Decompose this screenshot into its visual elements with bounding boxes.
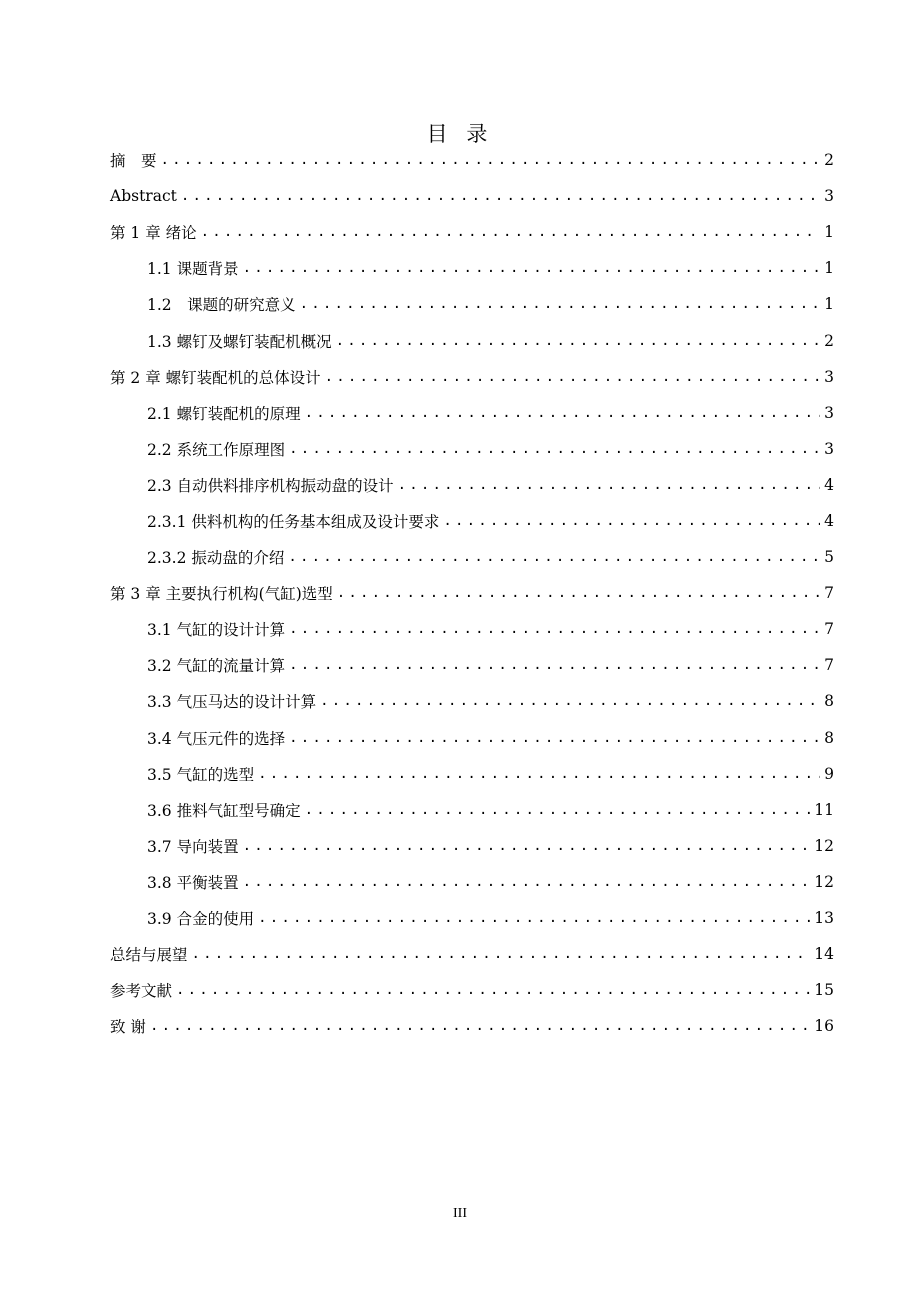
toc-entry[interactable] (110, 720, 834, 756)
toc-entry-label: 2.3.1 供料机构的任务基本组成及设计要求 (147, 512, 440, 531)
dot-leader (325, 370, 820, 384)
toc-entry-page: 3 (824, 403, 834, 422)
toc-entry[interactable] (110, 178, 834, 214)
toc-entry-label: 1.2 课题的研究意义 (147, 296, 296, 315)
toc-entry-label: 总结与展望 (110, 946, 188, 965)
toc-entry[interactable] (110, 611, 834, 647)
toc-entry-label: 2.3.2 振动盘的介绍 (147, 549, 285, 568)
toc-entry-page: 1 (824, 259, 834, 278)
toc-entry-page: 7 (824, 584, 834, 603)
toc-entry[interactable] (110, 503, 834, 539)
toc-entry-page: 3 (824, 367, 834, 386)
toc-entry[interactable] (110, 864, 834, 900)
dot-leader (398, 478, 820, 492)
toc-entry-label: 第 2 章 螺钉装配机的总体设计 (110, 368, 321, 387)
toc-entry-page: 7 (824, 620, 834, 639)
dot-leader (320, 694, 820, 708)
toc-entry[interactable] (110, 359, 834, 395)
dot-leader (258, 767, 820, 781)
toc-entry-page: 11 (814, 800, 834, 819)
toc-entry-label: 3.7 导向装置 (147, 837, 239, 856)
toc-entry[interactable] (110, 575, 834, 611)
dot-leader (192, 947, 811, 961)
toc-entry-page: 3 (824, 187, 834, 206)
dot-leader (337, 586, 820, 600)
toc-entry-page: 12 (814, 872, 834, 891)
table-of-contents (110, 142, 834, 1044)
toc-entry[interactable] (110, 395, 834, 431)
toc-entry[interactable] (110, 756, 834, 792)
toc-entry-page: 1 (824, 223, 834, 242)
toc-entry-page: 9 (824, 764, 834, 783)
dot-leader (161, 153, 820, 167)
toc-entry[interactable] (110, 250, 834, 286)
dot-leader (201, 225, 820, 239)
toc-entry-page: 2 (824, 151, 834, 170)
toc-entry-label: Abstract (110, 187, 177, 206)
toc-entry[interactable] (110, 828, 834, 864)
toc-entry-label: 参考文献 (110, 982, 173, 1001)
toc-entry-label: 2.3 自动供料排序机构振动盘的设计 (147, 476, 394, 495)
toc-entry[interactable] (110, 431, 834, 467)
toc-entry[interactable] (110, 900, 834, 936)
toc-entry[interactable] (110, 467, 834, 503)
toc-entry-label: 2.1 螺钉装配机的原理 (147, 404, 301, 423)
dot-leader (243, 839, 811, 853)
dot-leader (289, 731, 820, 745)
toc-entry-label: 3.2 气缸的流量计算 (147, 657, 286, 676)
dot-leader (243, 875, 811, 889)
toc-entry[interactable] (110, 647, 834, 683)
toc-entry[interactable] (110, 1008, 834, 1044)
toc-entry[interactable] (110, 142, 834, 178)
toc-entry-page: 1 (824, 295, 834, 314)
dot-leader (243, 261, 820, 275)
toc-entry-page: 4 (824, 475, 834, 494)
dot-leader (176, 983, 810, 997)
dot-leader (289, 658, 820, 672)
toc-entry-label: 3.1 气缸的设计计算 (147, 621, 286, 640)
dot-leader (288, 550, 820, 564)
dot-leader (300, 297, 820, 311)
toc-entry[interactable] (110, 539, 834, 575)
toc-entry[interactable] (110, 972, 834, 1008)
toc-entry-label: 摘 要 (110, 152, 157, 171)
dot-leader (289, 442, 820, 456)
toc-entry-page: 12 (814, 836, 834, 855)
toc-entry-page: 14 (814, 945, 834, 964)
dot-leader (305, 803, 811, 817)
toc-entry-label: 3.3 气压马达的设计计算 (147, 693, 317, 712)
toc-entry-page: 3 (824, 439, 834, 458)
toc-entry-label: 致 谢 (110, 1018, 146, 1037)
page-number: III (453, 1206, 467, 1221)
toc-entry-label: 3.6 推料气缸型号确定 (147, 801, 301, 820)
toc-entry-label: 第 1 章 绪论 (110, 224, 197, 243)
dot-leader (305, 406, 820, 420)
toc-entry[interactable] (110, 683, 834, 719)
toc-entry-page: 8 (824, 728, 834, 747)
toc-entry-label: 3.9 合金的使用 (147, 910, 255, 929)
toc-entry-page: 16 (814, 1017, 834, 1036)
dot-leader (181, 189, 820, 203)
toc-entry-label: 1.3 螺钉及螺钉装配机概况 (147, 332, 332, 351)
dot-leader (289, 622, 820, 636)
toc-entry-label: 1.1 课题背景 (147, 260, 239, 279)
toc-entry-label: 3.5 气缸的选型 (147, 765, 255, 784)
toc-title: 目 录 (426, 122, 494, 146)
toc-entry-label: 3.4 气压元件的选择 (147, 729, 286, 748)
toc-entry[interactable] (110, 792, 834, 828)
toc-entry-page: 2 (824, 331, 834, 350)
toc-entry-label: 3.8 平衡装置 (147, 873, 239, 892)
dot-leader (336, 334, 820, 348)
toc-entry-page: 13 (814, 909, 834, 928)
toc-entry[interactable] (110, 214, 834, 250)
toc-entry-page: 4 (824, 511, 834, 530)
toc-entry-label: 第 3 章 主要执行机构(气缸)选型 (110, 585, 333, 604)
toc-entry[interactable] (110, 322, 834, 358)
toc-entry-page: 8 (824, 692, 834, 711)
toc-entry-page: 5 (824, 548, 834, 567)
dot-leader (443, 514, 820, 528)
toc-entry[interactable] (110, 936, 834, 972)
toc-entry-page: 15 (814, 981, 834, 1000)
toc-entry-page: 7 (824, 656, 834, 675)
dot-leader (150, 1019, 810, 1033)
toc-entry[interactable] (110, 286, 834, 322)
toc-entry-label: 2.2 系统工作原理图 (147, 440, 286, 459)
dot-leader (258, 911, 810, 925)
